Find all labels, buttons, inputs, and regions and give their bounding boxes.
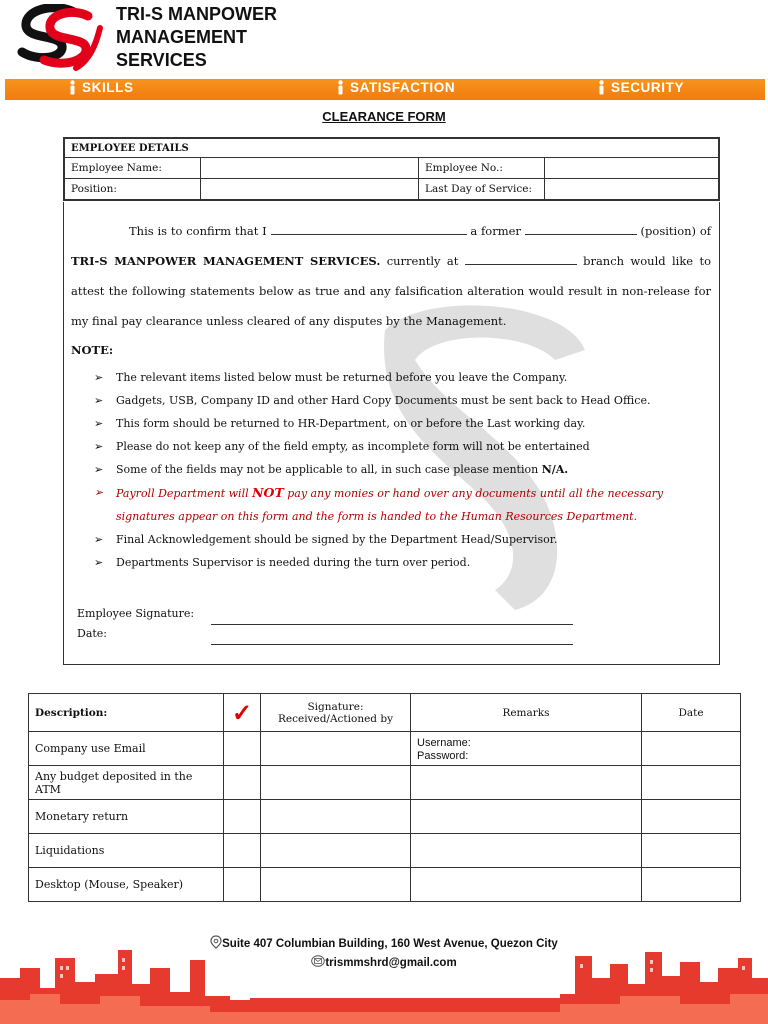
email-icon: [311, 955, 325, 967]
last-day-label: Last Day of Service:: [419, 179, 545, 200]
tag-security: SECURITY: [598, 80, 684, 95]
company-name: TRI-S MANPOWER MANAGEMENT SERVICES: [116, 4, 277, 70]
row-description: Any budget deposited in the ATM: [29, 766, 224, 800]
table-row: [29, 834, 741, 868]
tag-skills: SKILLS: [69, 80, 134, 95]
employee-no-field[interactable]: [545, 158, 719, 179]
branch-blank[interactable]: [465, 254, 577, 265]
name-blank[interactable]: [271, 224, 467, 235]
position-blank[interactable]: [525, 224, 637, 235]
check-cell[interactable]: [224, 766, 261, 800]
company-logo-icon: [14, 4, 106, 74]
check-cell[interactable]: [224, 834, 261, 868]
check-cell[interactable]: [224, 868, 261, 902]
date-cell[interactable]: [642, 800, 741, 834]
position-label: Position:: [65, 179, 201, 200]
notes-list: [94, 366, 714, 574]
position-field[interactable]: [201, 179, 419, 200]
signature-cell[interactable]: [261, 766, 411, 800]
person-icon: [69, 80, 76, 95]
email-line: trismmshrd@gmail.com: [0, 955, 768, 969]
employee-signature-label: Employee Signature:: [77, 607, 195, 620]
city-skyline-icon: [0, 938, 768, 1024]
letterhead: [0, 0, 768, 80]
signature-cell[interactable]: [261, 800, 411, 834]
tag-satisfaction: SATISFACTION: [337, 80, 455, 95]
person-icon: [598, 80, 605, 95]
employee-name-field[interactable]: [201, 158, 419, 179]
employee-no-label: Employee No.:: [419, 158, 545, 179]
date-cell[interactable]: [642, 868, 741, 902]
list-item: ➢ The relevant items listed below must be returned before you leave the Company.: [94, 366, 714, 389]
list-item: ➢ Gadgets, USB, Company ID and other Hard Copy Documents must be sent back to Head Office.: [94, 389, 714, 412]
clearance-table: [28, 693, 741, 902]
signature-header: Signature: Received/Actioned by: [261, 694, 411, 732]
employee-name-label: Employee Name:: [65, 158, 201, 179]
remarks-cell[interactable]: [411, 834, 642, 868]
address-line: Suite 407 Columbian Building, 160 West Avenue, Quezon City: [0, 935, 768, 950]
date-label: Date:: [77, 627, 108, 640]
employee-details-section: [63, 137, 720, 201]
check-cell[interactable]: [224, 800, 261, 834]
list-item: ➢ Some of the fields may not be applicable to all, in such case please mention N/A.: [94, 458, 714, 481]
list-item: ➢ This form should be returned to HR-Department, on or before the Last working day.: [94, 412, 714, 435]
remarks-header: Remarks: [411, 694, 642, 732]
row-description: Desktop (Mouse, Speaker): [29, 868, 224, 902]
last-day-field[interactable]: [545, 179, 719, 200]
location-pin-icon: [210, 935, 222, 949]
note-label: NOTE:: [71, 343, 114, 357]
date-cell[interactable]: [642, 732, 741, 766]
signature-cell[interactable]: [261, 834, 411, 868]
list-item: ➢ Final Acknowledgement should be signed by the Department Head/Supervisor.: [94, 528, 714, 551]
list-item: ➢ Please do not keep any of the field empty, as incomplete form will not be entertained: [94, 435, 714, 458]
remarks-cell[interactable]: Username: Password:: [411, 732, 642, 766]
remarks-cell[interactable]: [411, 868, 642, 902]
employee-signature-field[interactable]: [211, 624, 573, 625]
payroll-warning: ➢ Payroll Department will NOT pay any monies or hand over any documents until all the necessary signatures appear on this form and the form is handed to the Human Resources Department.: [94, 481, 714, 528]
date-cell[interactable]: [642, 766, 741, 800]
table-row: [29, 800, 741, 834]
employee-details-heading: EMPLOYEE DETAILS: [65, 139, 719, 158]
confirmation-paragraph: This is to confirm that I a former (position) of TRI-S MANPOWER MANAGEMENT SERVICES. currently at branch would like to attest the following statements below as true and any falsification alteration would result in non-release for my final pay clearance unless cleared of any disputes by the Management.: [71, 224, 712, 328]
date-header: Date: [642, 694, 741, 732]
table-row: [29, 766, 741, 800]
remarks-cell[interactable]: [411, 766, 642, 800]
signature-cell[interactable]: [261, 868, 411, 902]
tagline-bar: [5, 79, 765, 100]
list-item: ➢ Departments Supervisor is needed during the turn over period.: [94, 551, 714, 574]
checkmark-icon: ✓: [224, 694, 261, 732]
date-cell[interactable]: [642, 834, 741, 868]
person-icon: [337, 80, 344, 95]
row-description: Liquidations: [29, 834, 224, 868]
company-name-bold: TRI-S MANPOWER MANAGEMENT SERVICES.: [71, 254, 381, 268]
row-description: Company use Email: [29, 732, 224, 766]
table-row: [29, 732, 741, 766]
row-description: Monetary return: [29, 800, 224, 834]
table-row: [29, 868, 741, 902]
check-cell[interactable]: [224, 732, 261, 766]
form-title: CLEARANCE FORM: [322, 109, 446, 124]
remarks-cell[interactable]: [411, 800, 642, 834]
signature-cell[interactable]: [261, 732, 411, 766]
description-header: Description:: [29, 694, 224, 732]
date-field[interactable]: [211, 644, 573, 645]
confirmation-section: [63, 202, 720, 665]
table-header-row: [29, 694, 741, 732]
